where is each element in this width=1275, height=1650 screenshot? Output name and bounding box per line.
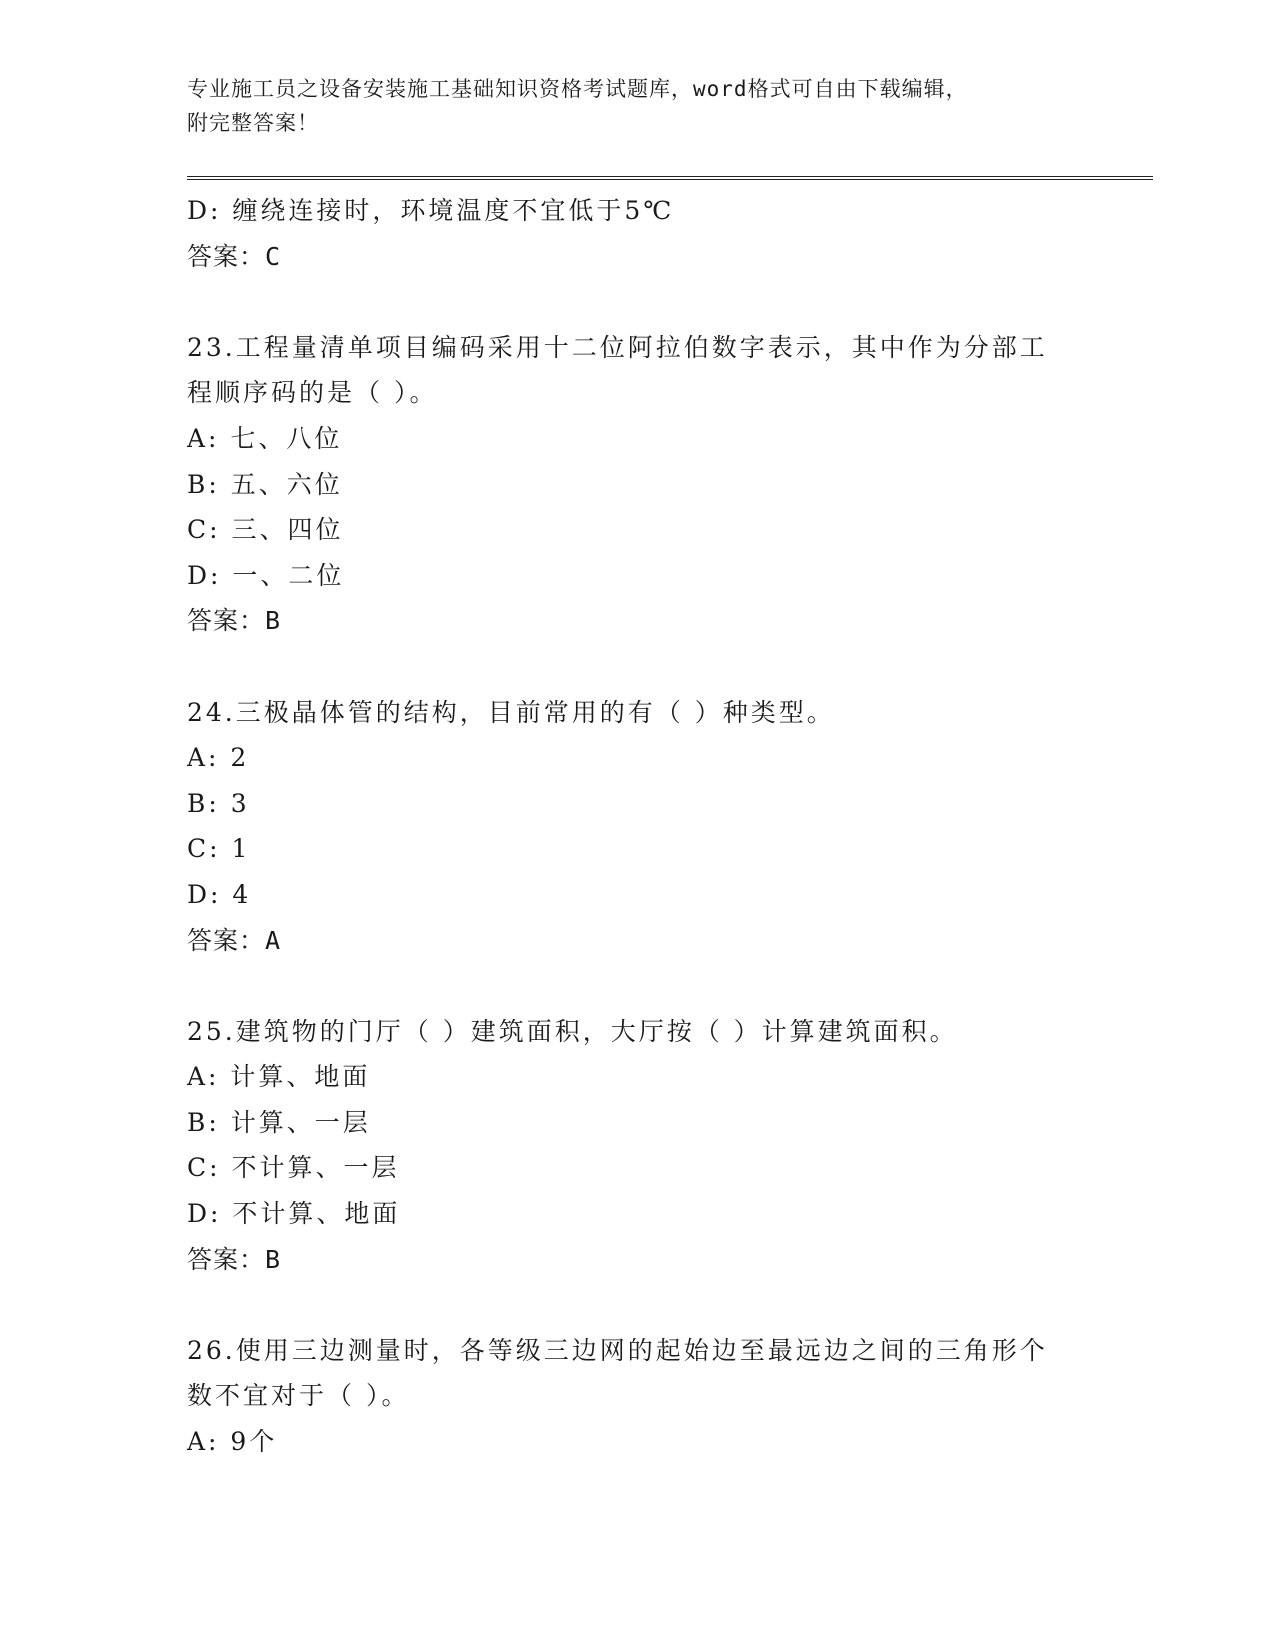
question-24	[187, 690, 1087, 964]
spacer	[187, 1282, 1087, 1328]
option-a: A: 2	[187, 743, 250, 773]
spacer	[187, 644, 1087, 690]
spacer	[187, 963, 1087, 1009]
question-list	[187, 188, 1087, 1465]
page-header	[187, 72, 1087, 140]
option-a: A: 计算、地面	[187, 1062, 371, 1092]
question-25	[187, 1009, 1087, 1283]
option-c: C: 1	[187, 834, 251, 864]
question-stem-line: 26.使用三边测量时，各等级三边网的起始边至最远边之间的三角形个	[187, 1335, 1048, 1365]
answer-line: 答案：C	[187, 241, 282, 271]
question-stem-line: 23.工程量清单项目编码采用十二位阿拉伯数字表示，其中作为分部工	[187, 332, 1048, 362]
question-stem-line: 24.三极晶体管的结构，目前常用的有（ ）种类型。	[187, 697, 835, 727]
option-d: D: 缠绕连接时，环境温度不宜低于5℃	[187, 196, 675, 225]
option-b: B: 五、六位	[187, 469, 343, 499]
header-line-2: 附完整答案！	[187, 111, 319, 135]
question-stem-line: 程顺序码的是（ ）。	[187, 378, 438, 408]
spacer	[187, 279, 1087, 325]
question-23	[187, 325, 1087, 644]
option-b: B: 计算、一层	[187, 1107, 371, 1137]
option-d: D: 一、二位	[187, 560, 345, 590]
answer-line: 答案：B	[187, 1244, 282, 1274]
option-a: A: 9个	[187, 1427, 278, 1457]
option-d: D: 不计算、地面	[187, 1199, 401, 1229]
question-stem-line: 25.建筑物的门厅（ ）建筑面积，大厅按（ ）计算建筑面积。	[187, 1016, 958, 1046]
header-line-1: 专业施工员之设备安装施工基础知识资格考试题库，word格式可自由下载编辑，	[187, 77, 968, 101]
option-c: C: 三、四位	[187, 515, 344, 545]
option-b: B: 3	[187, 788, 250, 818]
question-stem-line: 数不宜对于（ ）。	[187, 1381, 410, 1411]
answer-line: 答案：B	[187, 606, 282, 636]
option-a: A: 七、八位	[187, 423, 343, 453]
option-c: C: 不计算、一层	[187, 1153, 400, 1183]
header-divider	[187, 176, 1153, 180]
question-26	[187, 1328, 1087, 1465]
answer-line: 答案：A	[187, 925, 282, 955]
option-d: D: 4	[187, 879, 252, 909]
